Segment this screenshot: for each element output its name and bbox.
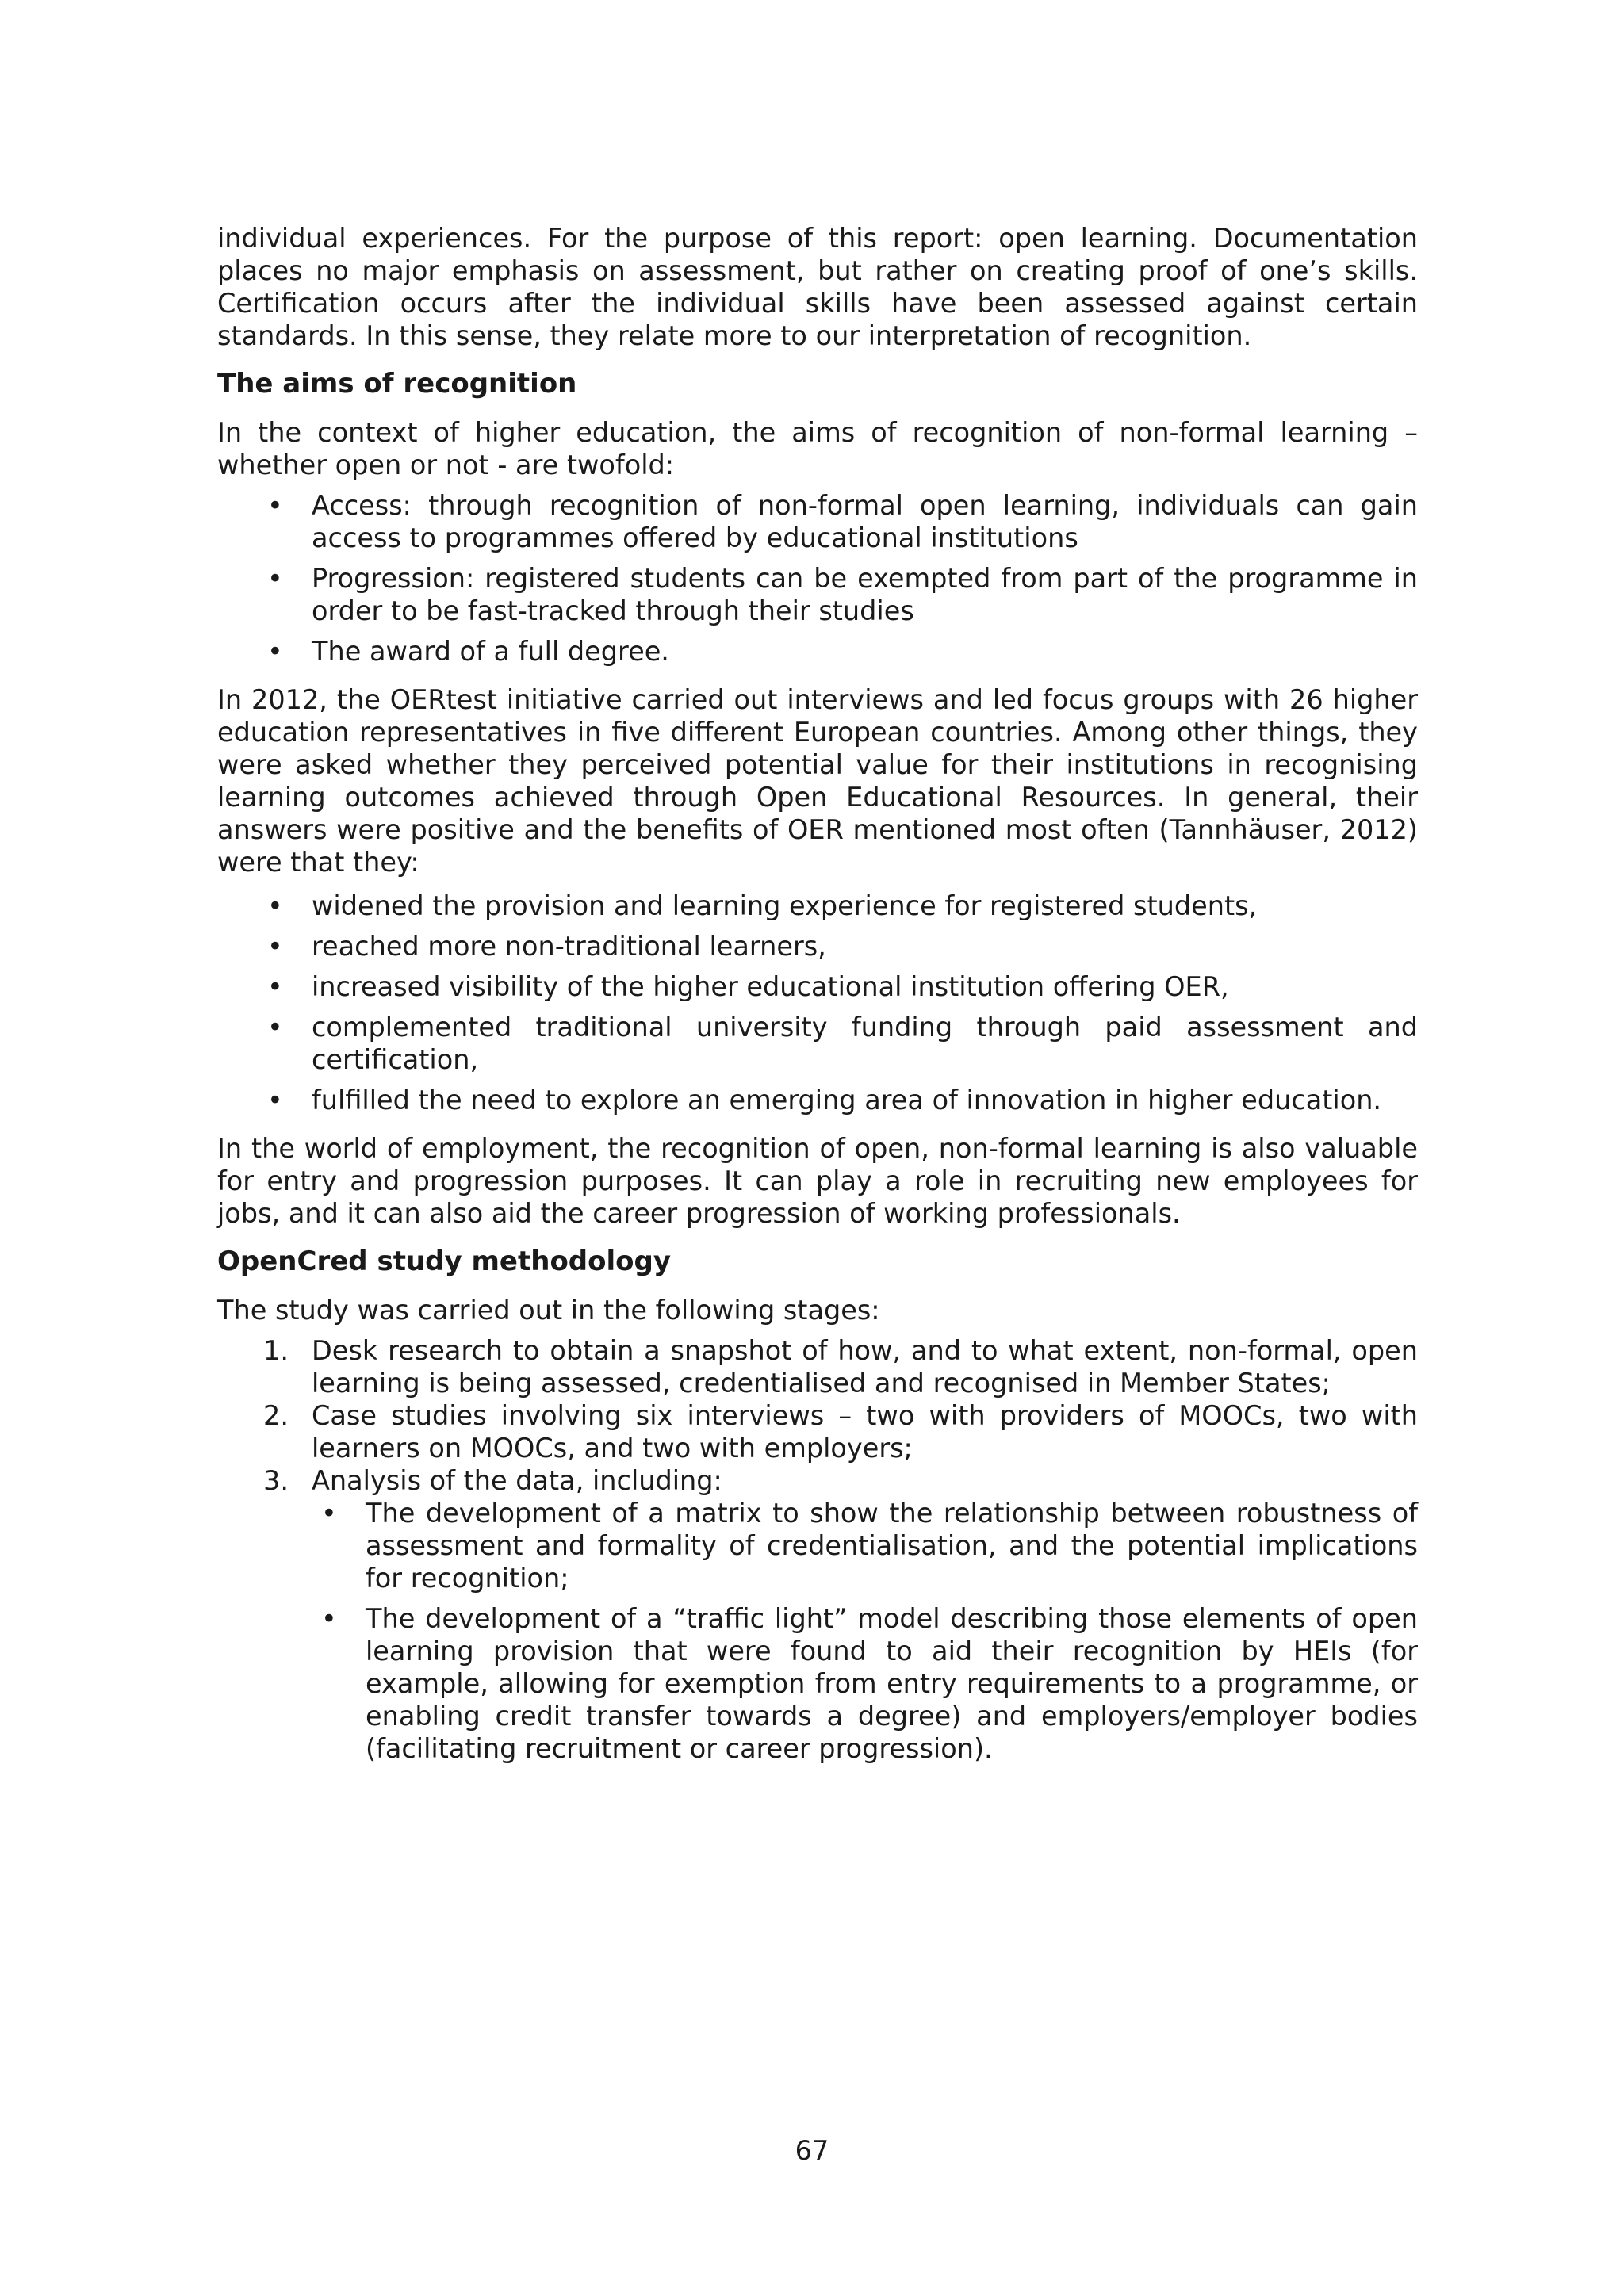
list-item: • complemented traditional university funding through paid assessment and certification, (217, 1011, 1418, 1076)
stage-item (217, 1334, 1418, 1399)
list-item: • reached more non-traditional learners, (217, 930, 1418, 962)
stage-item (217, 1399, 1418, 1464)
stage-number: 1. (263, 1335, 289, 1366)
list-item: • The award of a full degree. (217, 635, 1418, 668)
stage-item (217, 1464, 1418, 1765)
page-number: 67 (795, 2135, 829, 2166)
list-item: • The development of a “traffic light” model describing those elements of open learning provision that were found to aid their recognition by HEIs (for example, allowing for exemption from entry requirements to a programme, or enabling credit transfer towards a degree) and employers/employer bodies (facilitating recruitment or career progression). (312, 1602, 1418, 1765)
stage-number: 2. (263, 1400, 289, 1431)
list-item: • increased visibility of the higher educational institution offering OER, (217, 970, 1418, 1003)
list-item: • fulfilled the need to explore an emerging area of innovation in higher education. (217, 1084, 1418, 1116)
stage-text: Case studies involving six interviews – two with providers of MOOCs, two with learners on MOOCs, and two with employers; (312, 1400, 1418, 1464)
aims-lead-paragraph: In the context of higher education, the aims of recognition of non-formal learning – whether open or not - are twofold: (217, 417, 1418, 480)
stage-number: 3. (263, 1465, 289, 1496)
list-item: • widened the provision and learning experience for registered students, (217, 890, 1418, 922)
methodology-lead-paragraph: The study was carried out in the following stages: (217, 1295, 880, 1326)
list-item: • Progression: registered students can be exempted from part of the programme in order to be fast-tracked through their studies (217, 562, 1418, 627)
aims-heading: The aims of recognition (217, 368, 577, 400)
stage-text: Desk research to obtain a snapshot of how, and to what extent, non-formal, open learning is being assessed, credentialised and recognised in Member States; (312, 1335, 1418, 1399)
oer-benefits-list (217, 890, 1418, 1116)
intro-paragraph: individual experiences. For the purpose of this report: open learning. Documentation places no major emphasis on assessment, but rather on creating proof of one’s skills. Certification occurs after the individual skills have been assessed against certain standards. In this sense, they relate more to our interpretation of recognition. (217, 223, 1418, 351)
stage-text: Analysis of the data, including: (312, 1465, 722, 1496)
employment-paragraph: In the world of employment, the recognition of open, non-formal learning is also valuable for entry and progression purposes. It can play a role in recruiting new employees for jobs, and it can also aid the career progression of working professionals. (217, 1133, 1418, 1229)
methodology-stages-list (217, 1334, 1418, 1765)
methodology-heading: OpenCred study methodology (217, 1246, 672, 1277)
oertest-paragraph: In 2012, the OERtest initiative carried out interviews and led focus groups with 26 higher education representatives in five different European countries. Among other things, they were asked whether they perceived potential value for their institutions in recognising learning outcomes achieved through Open Educational Resources. In general, their answers were positive and the benefits of OER mentioned most often (Tannhäuser, 2012) were that they: (217, 684, 1418, 878)
list-item: • Access: through recognition of non-formal open learning, individuals can gain access to programmes offered by educational institutions (217, 489, 1418, 554)
aims-list (217, 489, 1418, 668)
document-body (217, 222, 1418, 1773)
analysis-sub-list (312, 1497, 1418, 1765)
list-item: • The development of a matrix to show the relationship between robustness of assessment and formality of credentialisation, and the potential implications for recognition; (312, 1497, 1418, 1594)
